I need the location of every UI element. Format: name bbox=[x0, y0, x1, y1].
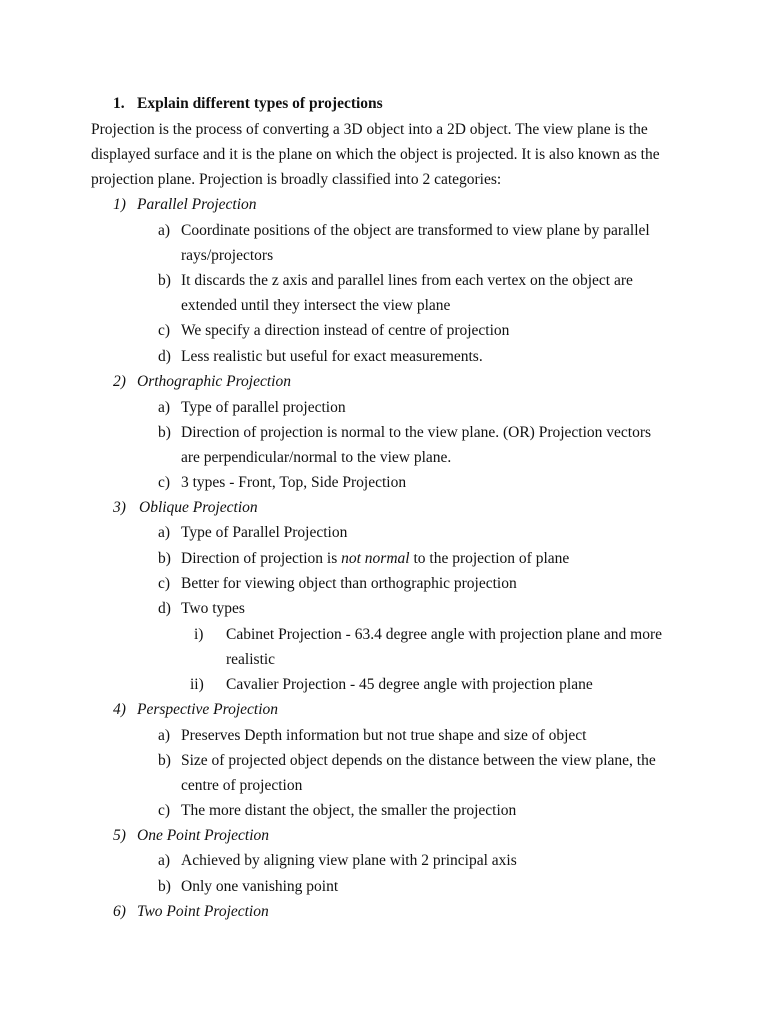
item-marker: a) bbox=[158, 524, 171, 541]
item-text: Direction of projection is normal to the view plane. (OR) Projection vectors bbox=[181, 424, 652, 441]
section-title: Two Point Projection bbox=[137, 903, 269, 920]
item-marker: a) bbox=[158, 399, 171, 416]
section-title: Orthographic Projection bbox=[137, 373, 291, 390]
item-marker: a) bbox=[158, 727, 171, 744]
item-marker: c) bbox=[158, 474, 171, 491]
item-marker: b) bbox=[158, 424, 171, 441]
item-text-post: to the projection of plane bbox=[409, 550, 570, 567]
item-text: Size of projected object depends on the distance between the view plane, the bbox=[181, 752, 656, 769]
section-marker: 1) bbox=[113, 196, 126, 213]
item-text: Coordinate positions of the object are transformed to view plane by parallel bbox=[181, 222, 650, 239]
intro-line: Projection is the process of converting a 3D object into a 2D object. The view plane is the bbox=[91, 121, 648, 138]
item-marker: b) bbox=[158, 752, 171, 769]
subitem-text: realistic bbox=[226, 651, 276, 668]
item-text: Less realistic but useful for exact measurements. bbox=[181, 348, 483, 365]
section-title: One Point Projection bbox=[137, 827, 270, 844]
item-marker: b) bbox=[158, 550, 171, 567]
item-marker: c) bbox=[158, 802, 171, 819]
section-marker: 2) bbox=[113, 373, 126, 390]
item-text: centre of projection bbox=[181, 777, 303, 794]
item-marker: a) bbox=[158, 222, 171, 239]
item-text: Achieved by aligning view plane with 2 principal axis bbox=[181, 852, 517, 869]
item-text-emphasis: not normal bbox=[341, 550, 410, 567]
question-title: Explain different types of projections bbox=[137, 95, 383, 112]
subitem-text: Cavalier Projection - 45 degree angle with projection plane bbox=[226, 676, 593, 693]
section-title: Parallel Projection bbox=[137, 196, 257, 213]
item-text: It discards the z axis and parallel lines from each vertex on the object are bbox=[181, 272, 633, 289]
subitem-text: Cabinet Projection - 63.4 degree angle with projection plane and more bbox=[226, 626, 663, 643]
item-text: Type of parallel projection bbox=[181, 399, 346, 416]
intro-line: displayed surface and it is the plane on which the object is projected. It is also known as the bbox=[91, 146, 660, 163]
item-marker: c) bbox=[158, 575, 171, 592]
item-text-pre: Direction of projection is bbox=[181, 550, 342, 567]
section-marker: 4) bbox=[113, 701, 126, 718]
item-text: are perpendicular/normal to the view plane. bbox=[181, 449, 452, 466]
item-text: Preserves Depth information but not true shape and size of object bbox=[181, 727, 587, 744]
section-title: Perspective Projection bbox=[137, 701, 279, 718]
item-text: Better for viewing object than orthographic projection bbox=[181, 575, 517, 592]
item-marker: a) bbox=[158, 852, 171, 869]
item-text: 3 types - Front, Top, Side Projection bbox=[181, 474, 407, 491]
item-marker: c) bbox=[158, 322, 171, 339]
item-text: extended until they intersect the view plane bbox=[181, 297, 451, 314]
subitem-marker: ii) bbox=[190, 676, 204, 693]
section-marker: 3) bbox=[113, 499, 126, 516]
item-text: Type of Parallel Projection bbox=[181, 524, 348, 541]
item-marker: b) bbox=[158, 878, 171, 895]
item-marker: d) bbox=[158, 348, 171, 365]
item-text: rays/projectors bbox=[181, 247, 274, 264]
item-text: We specify a direction instead of centre of projection bbox=[181, 322, 510, 339]
intro-line: projection plane. Projection is broadly classified into 2 categories: bbox=[91, 171, 502, 188]
item-marker: b) bbox=[158, 272, 171, 289]
section-title: Oblique Projection bbox=[139, 499, 258, 516]
item-text: Only one vanishing point bbox=[181, 878, 339, 895]
item-text: The more distant the object, the smaller the projection bbox=[181, 802, 517, 819]
item-text: Two types bbox=[181, 600, 245, 617]
item-text bbox=[181, 549, 569, 569]
section-marker: 5) bbox=[113, 827, 126, 844]
section-marker: 6) bbox=[113, 903, 126, 920]
subitem-marker: i) bbox=[194, 626, 204, 643]
question-number: 1. bbox=[113, 95, 125, 112]
item-marker: d) bbox=[158, 600, 171, 617]
